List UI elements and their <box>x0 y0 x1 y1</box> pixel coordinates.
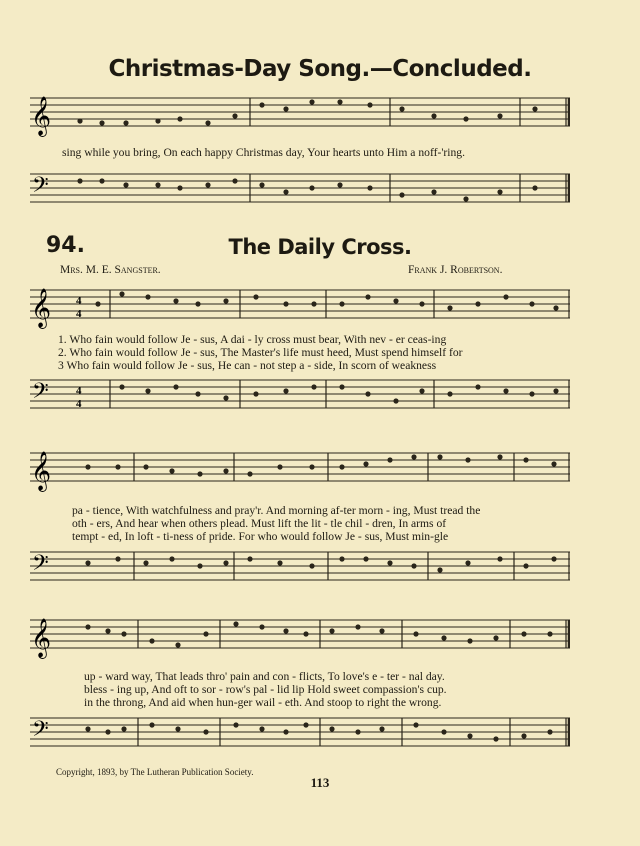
verse-3-line-1: 3 Who fain would follow Je - sus, He can - not step a - side, In scorn of weakness <box>58 359 437 372</box>
svg-text:𝄞: 𝄞 <box>31 451 52 491</box>
bass-staff-system-1 <box>30 372 570 422</box>
verse-1-line-3: up - ward way, That leads thro' pain and con - flicts, To love's e - ter - nal day. <box>84 670 445 683</box>
copyright-notice: Copyright, 1893, by The Lutheran Publication Society. <box>56 767 254 777</box>
svg-text:4: 4 <box>76 295 82 307</box>
bass-staff-system-3 <box>30 710 570 760</box>
hymn-author: Mrs. M. E. Sangster. <box>60 264 161 276</box>
hymn-title: The Daily Cross. <box>228 235 412 259</box>
page-number: 113 <box>310 775 330 790</box>
treble-staff-system-1 <box>30 282 570 332</box>
section-title: Christmas-Day Song.—Concluded. <box>108 56 532 82</box>
verse-2-line-3: bless - ing up, And oft to sor - row's pal - lid lip Hold sweet compassion's cup. <box>84 683 447 696</box>
svg-text:𝄢: 𝄢 <box>32 173 49 203</box>
svg-text:𝄢: 𝄢 <box>32 379 49 409</box>
bass-staff-christmas <box>30 166 570 216</box>
svg-text:4: 4 <box>76 398 82 410</box>
bass-staff-system-2 <box>30 544 570 594</box>
verse-1-line-1: 1. Who fain would follow Je - sus, A dai - ly cross must bear, With nev - er ceas-ing <box>58 333 447 346</box>
verse-3-line-3: in the throng, And aid when hun-ger wail - eth. And stoop to right the wrong. <box>84 696 442 709</box>
treble-staff-system-2 <box>30 445 570 495</box>
verse-2-line-1: 2. Who fain would follow Je - sus, The Master's life must heed, Must spend himself for <box>58 346 463 359</box>
treble-staff-system-3 <box>30 612 570 662</box>
svg-text:4: 4 <box>76 308 82 320</box>
verse-3-line-2: tempt - ed, In loft - ti-ness of pride. For who would follow Je - sus, Must min-gle <box>72 530 449 543</box>
svg-text:𝄢: 𝄢 <box>32 717 49 747</box>
svg-text:𝄢: 𝄢 <box>32 551 49 581</box>
verse-2-line-2: oth - ers, And hear when others plead. Must lift the lit - tle chil - dren, In arms of <box>72 517 447 530</box>
svg-text:𝄞: 𝄞 <box>31 288 52 328</box>
verse-1-line-2: pa - tience, With watchfulness and pray'r. And morning af-ter morn - ing, Must tread the <box>72 504 481 517</box>
hymn-composer: Frank J. Robertson. <box>408 264 503 276</box>
hymn-number: 94. <box>46 233 85 258</box>
svg-text:𝄞: 𝄞 <box>31 96 52 136</box>
svg-text:𝄞: 𝄞 <box>31 618 52 658</box>
svg-text:4: 4 <box>76 385 82 397</box>
treble-staff-christmas <box>30 90 570 140</box>
lyric-line-christmas: sing while you bring, On each happy Christmas day, Your hearts unto Him a noff-'ring. <box>62 146 465 159</box>
